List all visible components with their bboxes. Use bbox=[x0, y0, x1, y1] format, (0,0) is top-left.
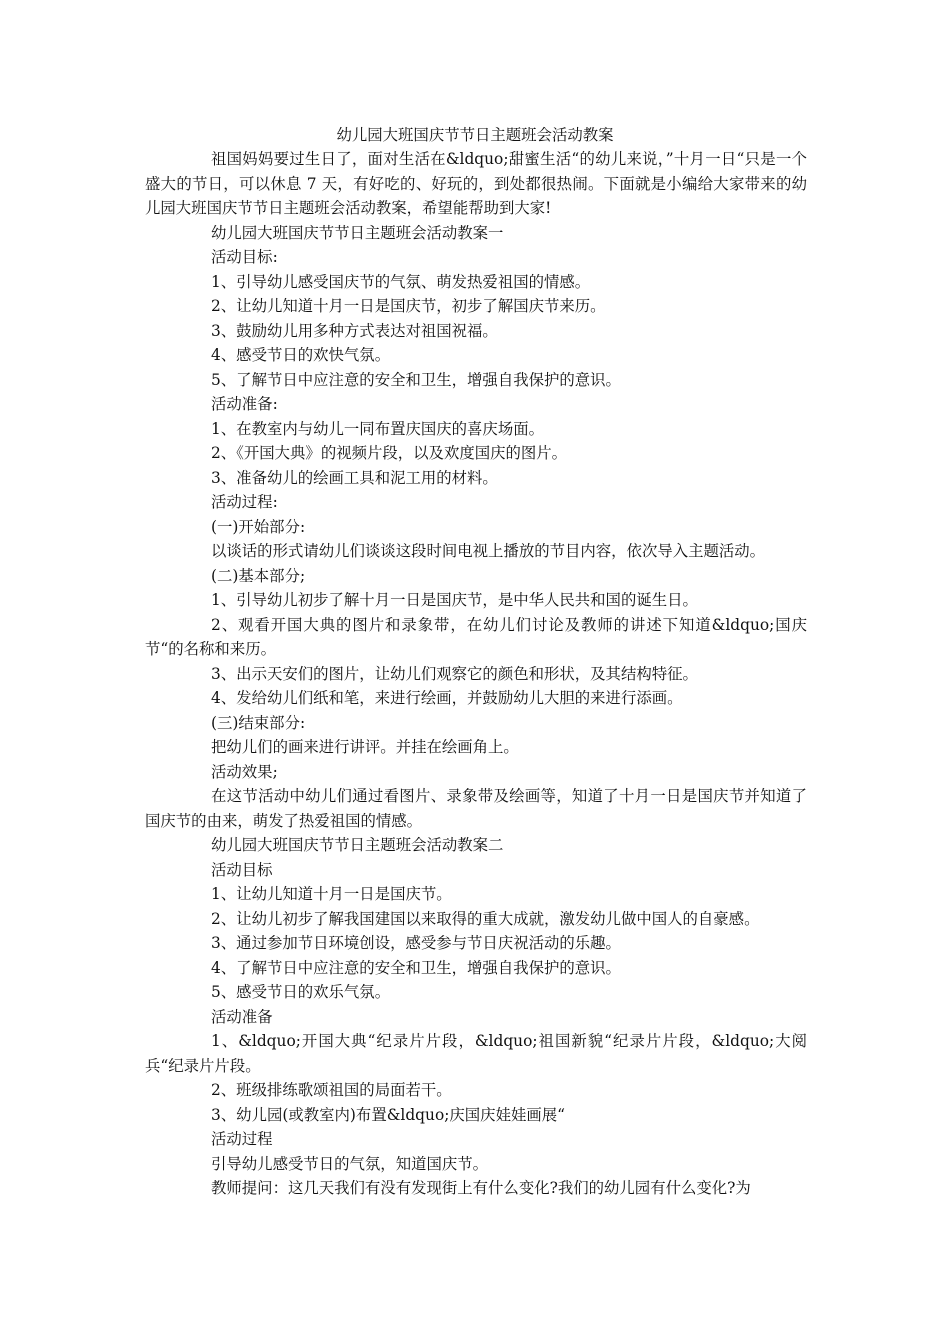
subheading-preparation: 活动准备 bbox=[211, 1007, 273, 1026]
list-item: 1、引导幼儿初步了解十月一日是国庆节，是中华人民共和国的诞生日。 bbox=[211, 591, 698, 609]
body-paragraph: 把幼儿们的画来进行讲评。并挂在绘画角上。 bbox=[211, 738, 519, 756]
list-item: 3、鼓励幼儿用多种方式表达对祖国祝福。 bbox=[211, 321, 498, 340]
subheading-process: 活动过程 bbox=[211, 1130, 273, 1148]
list-item: 5、感受节日的欢乐气氛。 bbox=[211, 983, 391, 1001]
body-paragraph: 以谈话的形式请幼儿们谈谈这段时间电视上播放的节目内容，依次导入主题活动。 bbox=[211, 542, 766, 560]
intro-paragraph: 祖国妈妈要过生日了，面对生活在&ldquo;甜蜜生活“的幼儿来说，”十月一日“只是一个盛大的节日，可以休息 7 天，有好吃的、好玩的，到处都很热闹。下面就是小编给大家带来的幼儿园大班国庆节节日主题班会活动教案，希望能帮助到大家! bbox=[145, 150, 807, 217]
body-paragraph: 教师提问：这几天我们有没有发现街上有什么变化?我们的幼儿园有什么变化?为 bbox=[211, 1179, 751, 1197]
list-item: 1、&ldquo;开国大典“纪录片片段，&ldquo;祖国新貌“纪录片片段，&ldquo;大阅兵“纪录片片段。 bbox=[145, 1032, 807, 1075]
section-heading-plan-two: 幼儿园大班国庆节节日主题班会活动教案二 bbox=[211, 836, 504, 854]
list-item: 5、了解节日中应注意的安全和卫生，增强自我保护的意识。 bbox=[211, 370, 621, 389]
list-item: 2、让幼儿知道十月一日是国庆节，初步了解国庆节来历。 bbox=[211, 297, 606, 315]
section-heading-plan-one: 幼儿园大班国庆节节日主题班会活动教案一 bbox=[211, 223, 504, 242]
list-item: 1、引导幼儿感受国庆节的气氛、萌发热爱祖国的情感。 bbox=[211, 272, 591, 291]
body-paragraph: 在这节活动中幼儿们通过看图片、录象带及绘画等，知道了十月一日是国庆节并知道了国庆节的由来，萌发了热爱祖国的情感。 bbox=[145, 787, 807, 830]
document-title: 幼儿园大班国庆节节日主题班会活动教案 bbox=[336, 126, 614, 144]
subheading-process: 活动过程: bbox=[211, 493, 278, 511]
subheading-preparation: 活动准备: bbox=[211, 395, 278, 413]
subheading-effect: 活动效果; bbox=[211, 762, 278, 781]
list-item: 2、让幼儿初步了解我国建国以来取得的重大成就，激发幼儿做中国人的自豪感。 bbox=[211, 909, 760, 928]
list-item: 2、观看开国大典的图片和录象带，在幼儿们讨论及教师的讲述下知道&ldquo;国庆节“的名称和来历。 bbox=[145, 615, 807, 658]
subheading-goals: 活动目标 bbox=[211, 860, 273, 879]
subheading-part-three: (三)结束部分: bbox=[211, 713, 306, 732]
list-item: 3、出示天安们的图片，让幼儿们观察它的颜色和形状，及其结构特征。 bbox=[211, 664, 698, 683]
list-item: 3、通过参加节日环境创设，感受参与节日庆祝活动的乐趣。 bbox=[211, 934, 621, 952]
list-item: 2、《开国大典》的视频片段，以及欢度国庆的图片。 bbox=[211, 444, 568, 462]
list-item: 4、发给幼儿们纸和笔，来进行绘画，并鼓励幼儿大胆的来进行添画。 bbox=[211, 689, 683, 707]
body-paragraph: 引导幼儿感受节日的气氛，知道国庆节。 bbox=[211, 1154, 489, 1173]
list-item: 4、了解节日中应注意的安全和卫生，增强自我保护的意识。 bbox=[211, 958, 621, 977]
list-item: 4、感受节日的欢快气氛。 bbox=[211, 346, 391, 364]
document-body bbox=[145, 147, 807, 1201]
subheading-part-two: (二)基本部分; bbox=[211, 566, 306, 585]
list-item: 1、让幼儿知道十月一日是国庆节。 bbox=[211, 885, 452, 903]
subheading-part-one: (一)开始部分: bbox=[211, 517, 306, 536]
list-item: 1、在教室内与幼儿一同布置庆国庆的喜庆场面。 bbox=[211, 419, 544, 438]
subheading-goals: 活动目标: bbox=[211, 248, 278, 266]
list-item: 3、幼儿园(或教室内)布置&ldquo;庆国庆娃娃画展“ bbox=[211, 1105, 565, 1124]
list-item: 3、准备幼儿的绘画工具和泥工用的材料。 bbox=[211, 468, 498, 487]
list-item: 2、班级排练歌颂祖国的局面若干。 bbox=[211, 1081, 452, 1099]
